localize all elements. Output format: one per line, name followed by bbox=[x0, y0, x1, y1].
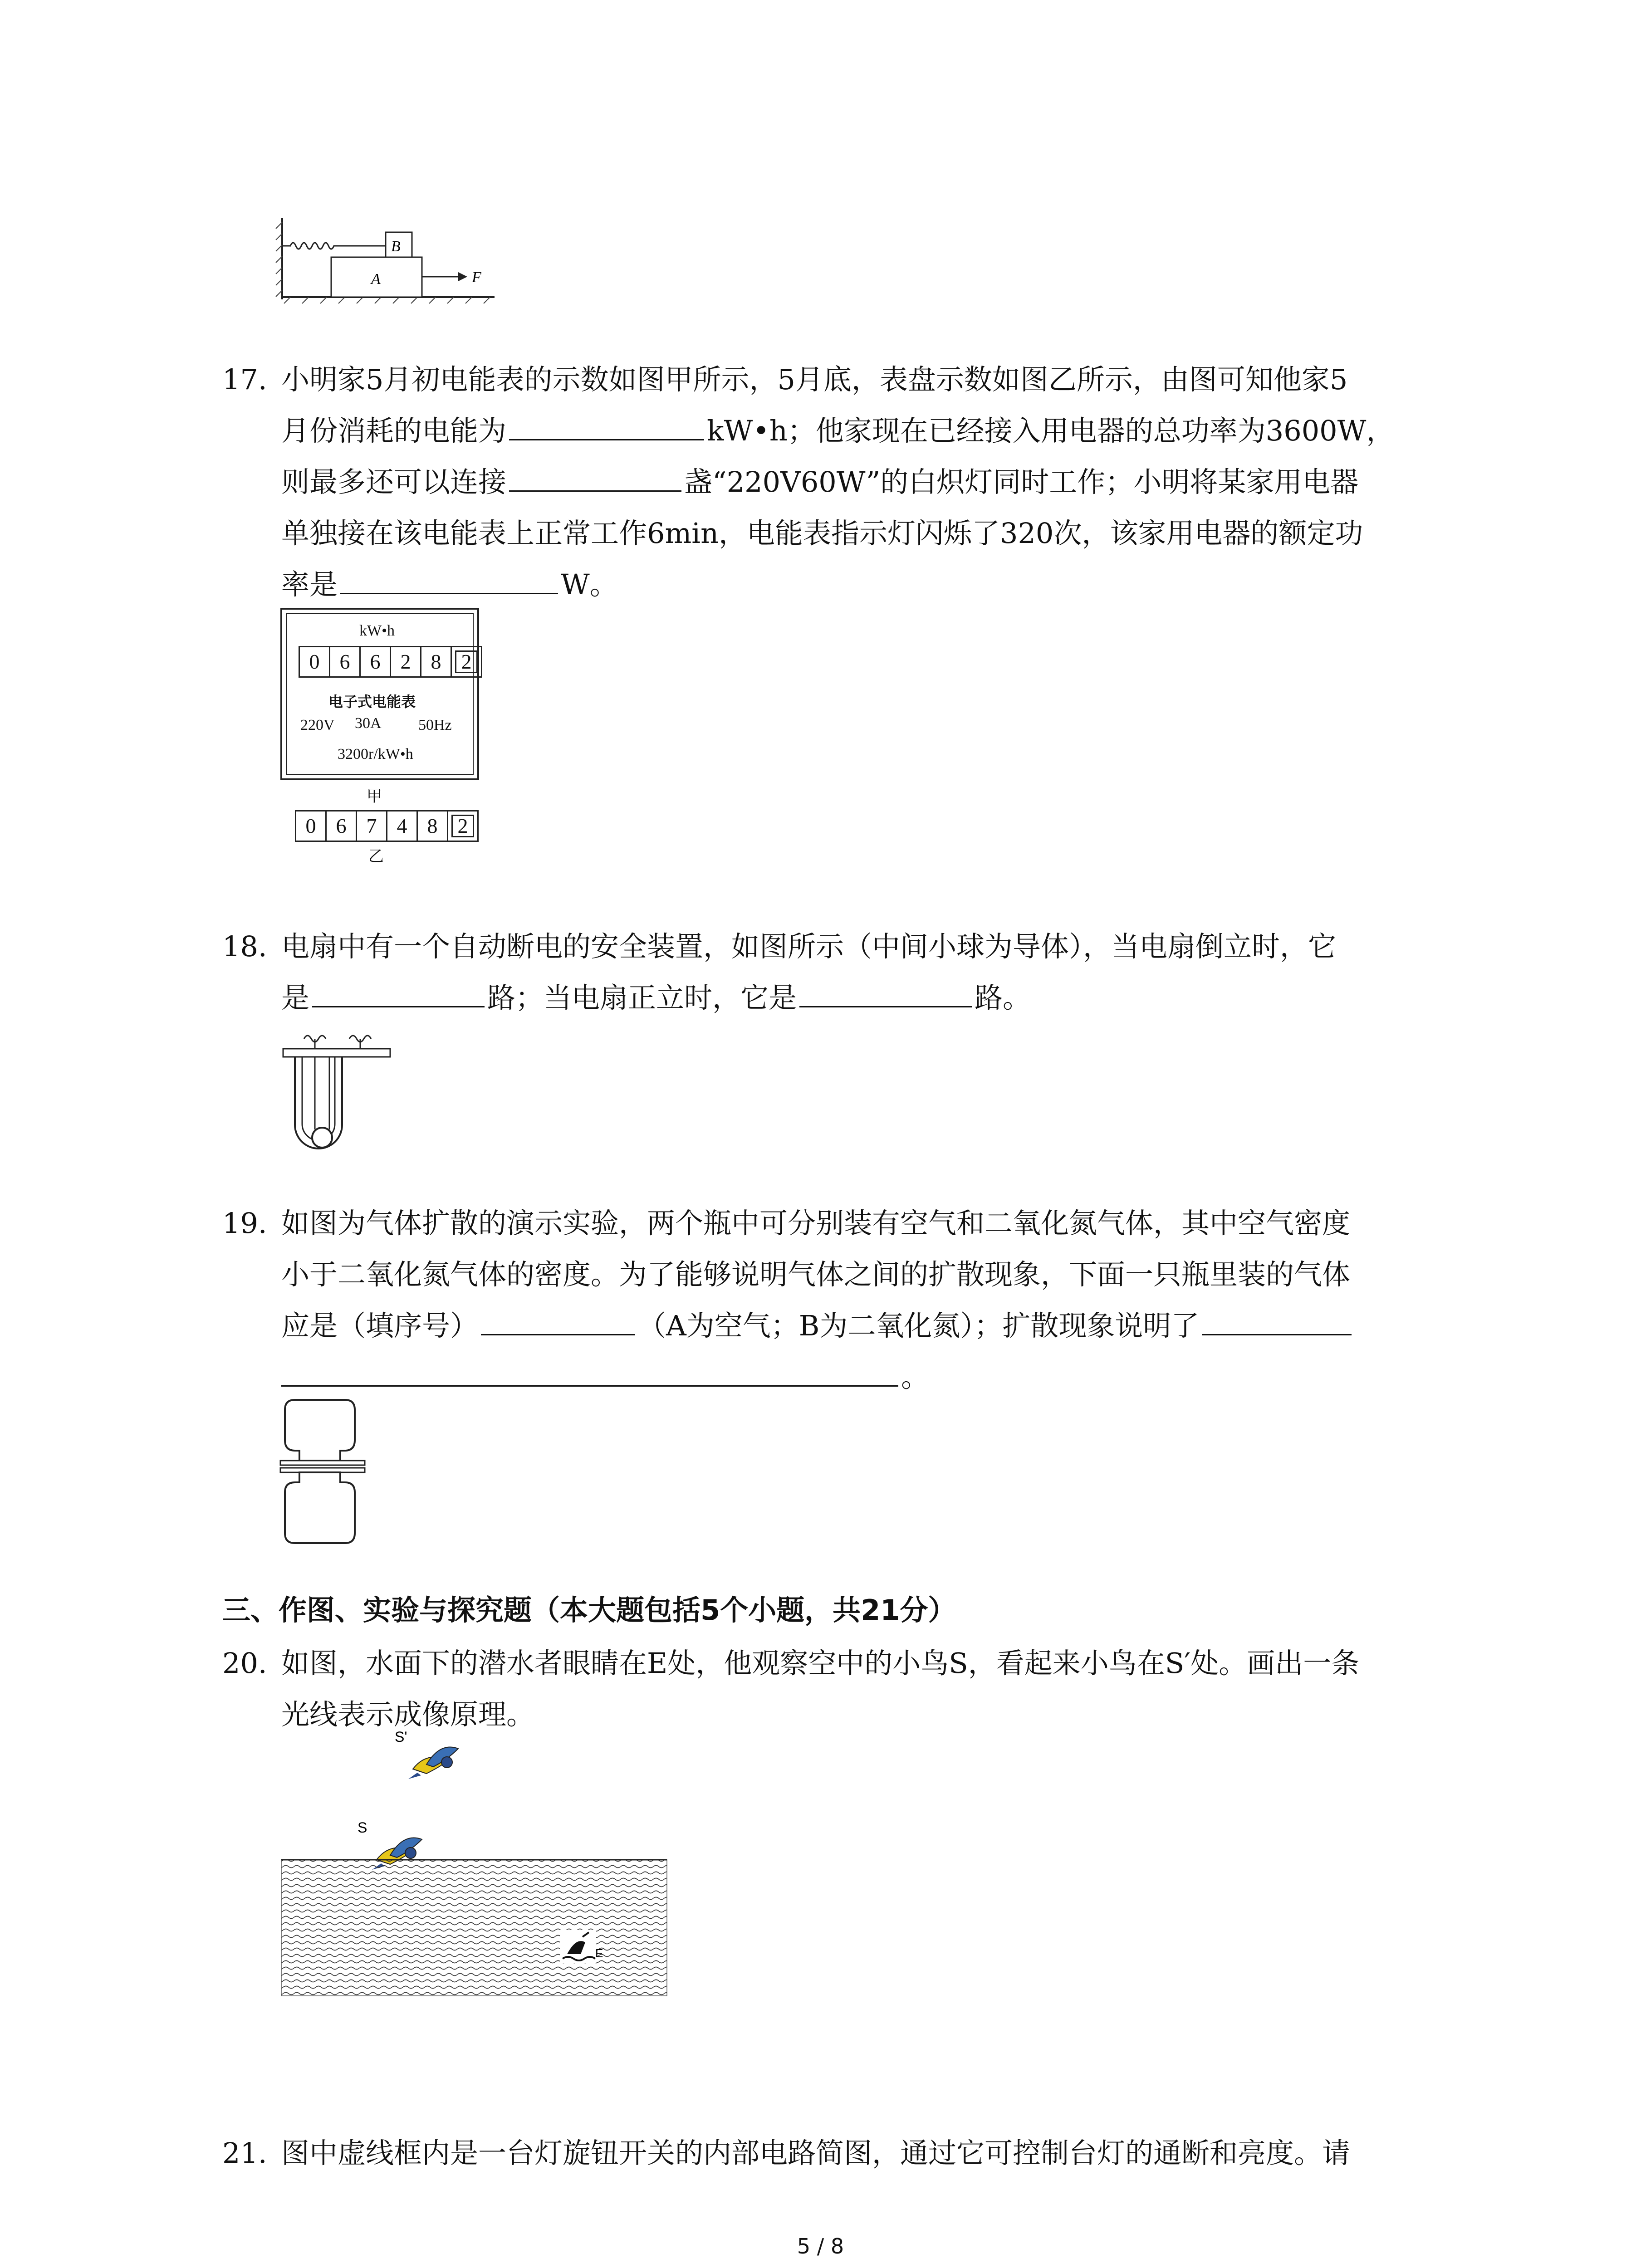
meter-spec-constant: 3200r/kW•h bbox=[338, 746, 413, 763]
q20-line-2: 光线表示成像原理。 bbox=[281, 1698, 535, 1731]
meter-unit: kW•h bbox=[359, 622, 395, 639]
question-number: 20. bbox=[222, 1647, 267, 1680]
refraction-figure bbox=[272, 1724, 681, 2005]
q17-line-2b: kW•h；他家现在已经接入用电器的总功率为3600W， bbox=[707, 414, 1395, 447]
meter-digit-decimal: 2 bbox=[452, 647, 481, 676]
block-spring-figure bbox=[272, 213, 508, 304]
meter-digits-jia bbox=[299, 646, 482, 678]
q19-line-3a: 应是（填序号） bbox=[281, 1309, 479, 1342]
q19-line-1: 如图为气体扩散的演示实验，两个瓶中可分别装有空气和二氧化氮气体，其中空气密度 bbox=[281, 1207, 1351, 1240]
q18-line-2c: 路。 bbox=[975, 981, 1031, 1014]
q17-line-5a: 率是 bbox=[281, 568, 338, 601]
meter-digit: 4 bbox=[387, 811, 418, 841]
q17-line-2a: 月份消耗的电能为 bbox=[281, 414, 507, 447]
electric-meter-jia bbox=[280, 608, 479, 780]
answer-blank[interactable] bbox=[281, 1356, 898, 1387]
q17-line-4: 单独接在该电能表上正常工作6min，电能表指示灯闪烁了320次，该家用电器的额定功 bbox=[281, 517, 1363, 550]
meter-digit: 8 bbox=[418, 811, 448, 841]
answer-blank[interactable] bbox=[312, 977, 485, 1007]
q21-line-1: 图中虚线框内是一台灯旋钮开关的内部电路简图，通过它可控制台灯的通断和亮度。请 bbox=[281, 2136, 1351, 2170]
answer-blank[interactable] bbox=[340, 564, 558, 594]
q19-line-2: 小于二氧化氮气体的密度。为了能够说明气体之间的扩散现象，下面一只瓶里装的气体 bbox=[281, 1258, 1351, 1291]
gas-diffusion-bottles-figure bbox=[277, 1397, 377, 1547]
answer-blank[interactable] bbox=[509, 410, 704, 440]
answer-blank[interactable] bbox=[1202, 1305, 1352, 1335]
meter-digits-yi bbox=[295, 810, 479, 842]
meter-digit: 0 bbox=[296, 811, 327, 841]
answer-blank[interactable] bbox=[481, 1305, 635, 1335]
label-e: E bbox=[595, 1946, 603, 1960]
q17-line-1: 小明家5月初电能表的示数如图甲所示，5月底，表盘示数如图乙所示，由图可知他家5 bbox=[281, 363, 1348, 396]
label-a: A bbox=[371, 271, 381, 288]
meter-digit: 2 bbox=[391, 647, 421, 676]
question-number: 19. bbox=[222, 1207, 267, 1240]
meter-digit: 6 bbox=[327, 811, 357, 841]
water-area bbox=[281, 1860, 667, 1996]
q18-line-2a: 是 bbox=[281, 981, 310, 1014]
q17-line-3a: 则最多还可以连接 bbox=[281, 465, 507, 499]
question-number: 21. bbox=[222, 2136, 267, 2170]
meter-digit: 0 bbox=[300, 647, 330, 676]
section-heading: 三、作图、实验与探究题（本大题包括5个小题，共21分） bbox=[222, 1593, 956, 1627]
question-number: 18. bbox=[222, 930, 267, 963]
q20-line-1: 如图，水面下的潜水者眼睛在E处，他观察空中的小鸟S，看起来小鸟在S′处。画出一条 bbox=[281, 1647, 1360, 1680]
meter-digit: 6 bbox=[330, 647, 361, 676]
tilt-switch-figure bbox=[277, 1021, 404, 1157]
q19-line-3b: （A为空气；B为二氧化氮）；扩散现象说明了 bbox=[638, 1309, 1200, 1342]
label-s-prime: S' bbox=[395, 1729, 407, 1745]
answer-blank[interactable] bbox=[509, 461, 681, 492]
label-s: S bbox=[358, 1819, 367, 1836]
q18-line-1: 电扇中有一个自动断电的安全装置，如图所示（中间小球为导体），当电扇倒立时，它 bbox=[281, 930, 1337, 963]
label-f: F bbox=[472, 269, 481, 286]
meter-spec-voltage: 220V bbox=[300, 717, 335, 733]
q19-line-4: 。 bbox=[901, 1360, 930, 1393]
meter-label-jia: 甲 bbox=[367, 787, 382, 806]
meter-spec-current: 30A bbox=[355, 715, 382, 732]
meter-digit: 6 bbox=[361, 647, 391, 676]
label-b: B bbox=[391, 238, 401, 255]
meter-spec-frequency: 50Hz bbox=[418, 717, 452, 733]
diver-icon bbox=[560, 1930, 596, 1963]
q17-line-5b: W。 bbox=[561, 568, 618, 601]
question-number: 17. bbox=[222, 363, 267, 396]
q17-line-3b: 盏“220V60W”的白炽灯同时工作；小明将某家用电器 bbox=[684, 465, 1359, 499]
meter-name: 电子式电能表 bbox=[328, 693, 416, 710]
meter-digit: 7 bbox=[357, 811, 387, 841]
q18-line-2b: 路；当电扇正立时，它是 bbox=[487, 981, 797, 1014]
answer-blank[interactable] bbox=[799, 977, 972, 1007]
page-number: 5 / 8 bbox=[797, 2234, 844, 2258]
meter-label-yi: 乙 bbox=[368, 847, 384, 865]
meter-digit: 8 bbox=[421, 647, 452, 676]
bird-image-icon bbox=[408, 1747, 458, 1779]
meter-digit-decimal: 2 bbox=[448, 811, 477, 841]
